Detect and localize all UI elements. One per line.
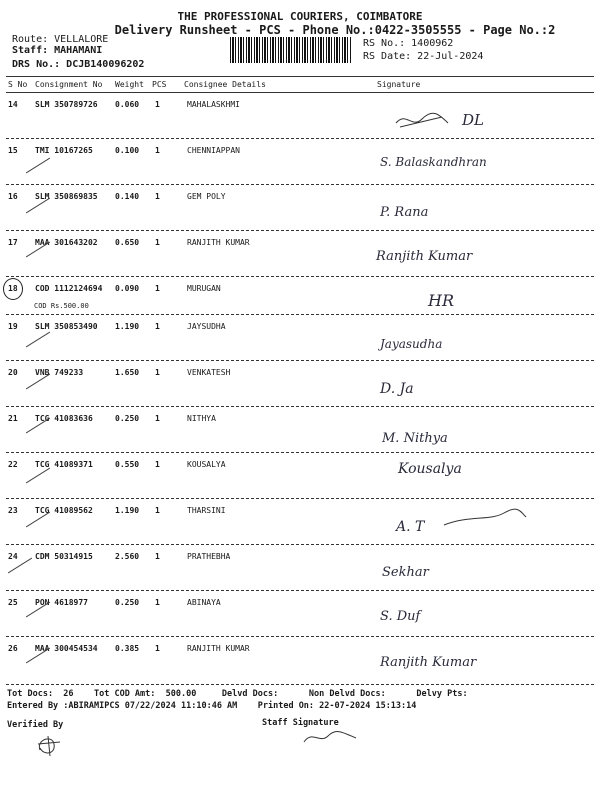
row-pcs: 1 (155, 284, 160, 293)
col-consignee: Consignee Details (184, 80, 266, 89)
row-consignee: MURUGAN (187, 284, 221, 293)
row-pcs: 1 (155, 644, 160, 653)
row-consignment: TMI 10167265 (35, 146, 93, 155)
row-consignment: TCG 41083636 (35, 414, 93, 423)
row-weight: 1.650 (115, 368, 140, 377)
row-consignment: SLM 350853490 (35, 322, 98, 331)
row-consignee: THARSINI (187, 506, 226, 515)
col-pcs: PCS (152, 80, 167, 89)
row-consignee: JAYSUDHA (187, 322, 226, 331)
row-signature: Ranjith Kumar (380, 655, 477, 670)
entered-line: Entered By :ABIRAMIPCS 07/22/2024 11:10:46 AM Printed On: 22-07-2024 15:13:14 (7, 701, 417, 711)
row-signature: Ranjith Kumar (376, 249, 473, 264)
scribble-signature (440, 505, 530, 531)
row-weight: 0.250 (115, 414, 140, 423)
table-row (0, 185, 600, 230)
row-consignee: ABINAYA (187, 598, 221, 607)
row-pcs: 1 (155, 506, 160, 515)
verifier-signature-mark (34, 730, 64, 758)
row-pcs: 1 (155, 322, 160, 331)
row-consignment: TCG 41089371 (35, 460, 93, 469)
row-signature: P. Rana (380, 205, 429, 220)
totals-line: Tot Docs: 26 Tot COD Amt: 500.00 Delvd Docs: Non Delvd Docs: Delvy Pts: (7, 689, 468, 699)
row-sno: 24 (8, 552, 18, 561)
row-sno: 19 (8, 322, 18, 331)
row-pcs: 1 (155, 238, 160, 247)
row-consignment: SLM 350789726 (35, 100, 98, 109)
barcode (230, 37, 352, 63)
row-consignment: MAA 301643202 (35, 238, 98, 247)
row-consignment: PON 4618977 (35, 598, 88, 607)
row-sno: 25 (8, 598, 18, 607)
header-rule-top (6, 76, 594, 77)
row-signature: Sekhar (382, 565, 429, 580)
row-weight: 0.090 (115, 284, 140, 293)
row-signature: DL (462, 111, 484, 129)
row-signature: M. Nithya (382, 431, 448, 446)
row-consignment: VNB 749233 (35, 368, 84, 377)
row-pcs: 1 (155, 192, 160, 201)
row-consignment: TCG 41089562 (35, 506, 93, 515)
row-weight: 1.190 (115, 506, 140, 515)
row-weight: 0.060 (115, 100, 140, 109)
table-row (0, 545, 600, 590)
row-signature: S. Balaskandhran (380, 155, 487, 169)
row-signature: S. Duf (380, 609, 421, 624)
row-pcs: 1 (155, 598, 160, 607)
tick-mark (26, 468, 50, 484)
row-sno: 20 (8, 368, 18, 377)
row-sno: 14 (8, 100, 18, 109)
row-consignee: VENKATESH (187, 368, 231, 377)
row-signature: HR (428, 291, 454, 310)
col-signature: Signature (377, 80, 421, 89)
row-signature: D. Ja (380, 381, 414, 397)
row-weight: 1.190 (115, 322, 140, 331)
table-row (0, 361, 600, 406)
row-pcs: 1 (155, 100, 160, 109)
table-row (0, 407, 600, 452)
row-consignee: NITHYA (187, 414, 216, 423)
staff-signature-label: Staff Signature (262, 718, 339, 728)
row-consignment: COD 1112124694 (35, 284, 103, 293)
row-weight: 0.100 (115, 146, 140, 155)
table-row (0, 315, 600, 360)
staff-signature-mark (300, 726, 360, 748)
row-sno: 18 (8, 284, 18, 293)
rs-date: RS Date: 22-Jul-2024 (363, 51, 484, 62)
table-row (0, 453, 600, 498)
row-sno: 21 (8, 414, 18, 423)
row-consignment: MAA 300454534 (35, 644, 98, 653)
row-weight: 0.250 (115, 598, 140, 607)
col-sno: S No (8, 80, 28, 89)
row-weight: 0.550 (115, 460, 140, 469)
row-consignee: KOUSALYA (187, 460, 226, 469)
drs-number: DRS No.: DCJB140096202 (12, 59, 145, 70)
row-consignee: RANJITH KUMAR (187, 644, 250, 653)
col-consignment: Consignment No (35, 80, 103, 89)
row-sno: 16 (8, 192, 18, 201)
tick-mark (26, 158, 50, 174)
row-weight: 0.385 (115, 644, 140, 653)
row-sno: 26 (8, 644, 18, 653)
row-sno: 17 (8, 238, 18, 247)
row-sno: 15 (8, 146, 18, 155)
row-signature: A. T (396, 519, 425, 535)
row-consignee: PRATHEBHA (187, 552, 231, 561)
row-sno: 23 (8, 506, 18, 515)
scribble-signature (392, 109, 452, 133)
table-row (0, 591, 600, 636)
rs-number: RS No.: 1400962 (363, 38, 454, 49)
footer-rule (6, 684, 594, 685)
staff: Staff: MAHAMANI (12, 45, 103, 56)
row-signature: Kousalya (398, 461, 462, 477)
row-consignee: GEM POLY (187, 192, 226, 201)
row-sno: 22 (8, 460, 18, 469)
table-row (0, 231, 600, 276)
row-cod-amount: COD Rs.500.00 (34, 302, 89, 310)
route: Route: VELLALORE (12, 34, 109, 45)
row-consignment: CDM 50314915 (35, 552, 93, 561)
document-title: THE PROFESSIONAL COURIERS, COIMBATORE (177, 10, 423, 23)
row-signature: Jayasudha (380, 337, 443, 351)
row-pcs: 1 (155, 460, 160, 469)
row-consignee: CHENNIAPPAN (187, 146, 240, 155)
tick-mark (26, 332, 50, 348)
table-row (0, 93, 600, 138)
document-subtitle: Delivery Runsheet - PCS - Phone No.:0422-3505555 - Page No.:2 (114, 23, 556, 37)
row-weight: 2.560 (115, 552, 140, 561)
col-weight: Weight (115, 80, 144, 89)
verified-by-label: Verified By (7, 720, 64, 730)
table-row (0, 139, 600, 184)
row-weight: 0.650 (115, 238, 140, 247)
row-consignment: SLM 350869835 (35, 192, 98, 201)
row-consignee: MAHALASKHMI (187, 100, 240, 109)
row-weight: 0.140 (115, 192, 140, 201)
row-pcs: 1 (155, 552, 160, 561)
row-consignee: RANJITH KUMAR (187, 238, 250, 247)
row-pcs: 1 (155, 146, 160, 155)
row-pcs: 1 (155, 414, 160, 423)
row-pcs: 1 (155, 368, 160, 377)
table-row (0, 637, 600, 682)
table-row (0, 499, 600, 544)
